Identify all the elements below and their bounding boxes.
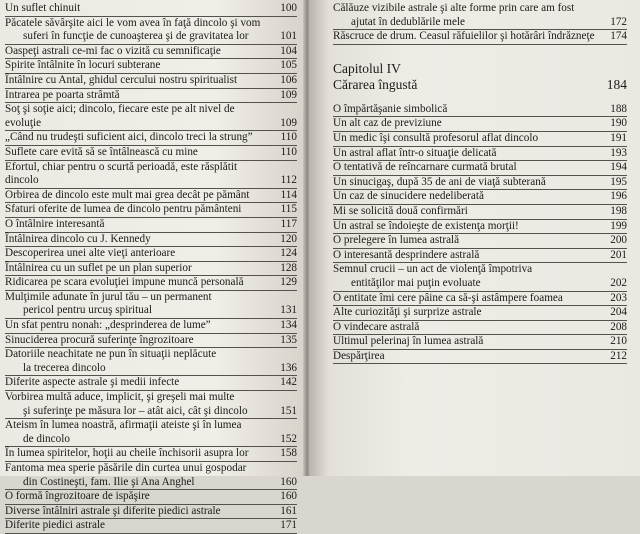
chapter-label: Capitolul IV xyxy=(333,60,401,76)
toc-entry-page: 198 xyxy=(610,204,627,217)
toc-entry-page: 142 xyxy=(280,376,297,389)
toc-entry-page: 200 xyxy=(610,234,627,247)
toc-entry-title: Diferite piedici astrale xyxy=(5,519,106,532)
toc-entry-title: Alte curiozităţi şi surprize astrale xyxy=(333,306,482,319)
toc-entry-page: 196 xyxy=(610,190,627,203)
toc-entry-title: la trecerea dincolo xyxy=(23,361,106,374)
toc-entry-page: 135 xyxy=(280,333,297,346)
right-toc xyxy=(333,2,627,364)
toc-entry-title: Despărţirea xyxy=(333,349,385,362)
toc-entry xyxy=(333,103,627,118)
toc-entry-page: 128 xyxy=(280,261,297,274)
toc-entry-title: Soţ şi soţie aici; dincolo, fiecare este pe alt nivel de evoluţie xyxy=(5,103,235,129)
toc-entry-page: 104 xyxy=(280,44,297,57)
toc-entry-title: Un alt caz de previziune xyxy=(333,117,442,130)
toc-entry-title: Diferite aspecte astrale şi medii infecte xyxy=(5,376,180,389)
toc-entry-page: 193 xyxy=(610,146,627,159)
toc-entry xyxy=(333,263,627,291)
toc-entry-page: 110 xyxy=(280,131,297,144)
toc-entry xyxy=(5,490,297,505)
toc-entry xyxy=(5,391,297,419)
toc-entry-title: Călăuze vizibile astrale şi alte forme prin care am fost xyxy=(333,2,575,14)
toc-entry-page: 115 xyxy=(280,203,297,216)
toc-entry-page: 210 xyxy=(610,335,627,348)
toc-entry-title: Un suflet chinuit xyxy=(5,2,81,14)
toc-entry-title: O prelegere în lumea astrală xyxy=(333,234,460,247)
toc-entry-title: şi suferinţe pe măsura lor – atât aici, cât şi dincolo xyxy=(23,404,248,417)
toc-entry-page: 124 xyxy=(280,247,297,260)
toc-entry xyxy=(333,205,627,220)
toc-entry-page: 100 xyxy=(280,2,297,14)
toc-entry-title: Fantoma mea sperie păsările din curtea unui gospodar xyxy=(5,462,247,474)
toc-entry-title: Mi se solicită două confirmări xyxy=(333,204,468,217)
toc-entry-title: Descoperirea unei alte vieţi anterioare xyxy=(5,247,176,260)
toc-entry xyxy=(333,2,627,30)
toc-entry-title: ajutat în dedublările mele xyxy=(351,15,466,28)
toc-entry-title: Un astral aflat într-o situaţie delicată xyxy=(333,146,497,159)
toc-entry-page: 158 xyxy=(280,447,297,460)
toc-entry-page: 131 xyxy=(280,304,297,317)
toc-entry-page: 194 xyxy=(610,161,627,174)
toc-entry-page: 161 xyxy=(280,504,297,517)
toc-entry-title: Mulţimile adunate în jurul tău – un permanent xyxy=(5,290,212,303)
toc-entry-page: 195 xyxy=(610,175,627,188)
toc-entry xyxy=(5,203,297,218)
toc-entry-page: 171 xyxy=(280,519,297,532)
toc-entry-title: Oaspeţi astrali ce-mi fac o vizită cu semnificaţie xyxy=(5,44,221,57)
toc-entry xyxy=(333,234,627,249)
toc-entry xyxy=(333,249,627,264)
toc-entry xyxy=(333,117,627,132)
toc-entry-page: 190 xyxy=(610,117,627,130)
toc-entry-title: pericol pentru urcuş spiritual xyxy=(23,304,152,317)
toc-entry-title: Orbirea de dincolo este mult mai grea decât pe pământ xyxy=(5,188,250,201)
toc-entry-title: O interesantă desprindere astrală xyxy=(333,248,480,261)
chapter-page: 184 xyxy=(606,76,627,92)
toc-entry-title: În lumea spiritelor, hoţii au cheile închisorii asupra lor xyxy=(5,447,249,460)
toc-entry-title: Efortul, chiar pentru o scurtă perioadă, este răsplătit dincolo xyxy=(5,160,238,187)
toc-entry-title: de dincolo xyxy=(23,432,70,445)
toc-entry-page: 101 xyxy=(280,30,297,43)
toc-entry-page: 106 xyxy=(280,73,297,86)
toc-entry xyxy=(333,132,627,147)
toc-entry-page: 120 xyxy=(280,232,297,245)
toc-entry-title: Ultimul pelerinaj în lumea astrală xyxy=(333,335,484,348)
toc-entry-page: 114 xyxy=(280,188,297,201)
toc-entry xyxy=(5,462,297,490)
toc-entry xyxy=(5,89,297,104)
toc-entry xyxy=(333,350,627,365)
toc-entry-page: 203 xyxy=(610,291,627,304)
toc-entry-title: Sfaturi oferite de lumea de dincolo pentru pământeni xyxy=(5,203,242,216)
toc-entry xyxy=(333,30,627,45)
toc-entry-title: Diverse întâlniri astrale şi diferite piedici astrale xyxy=(5,504,221,517)
toc-entry-title: Suflete care evită să se întâlnească cu mine xyxy=(5,145,198,158)
toc-entry-title: „Când nu trudeşti suficient aici, dincolo treci la strung” xyxy=(5,131,253,144)
toc-entry-page: 212 xyxy=(610,349,627,362)
toc-entry-title: Un caz de sinucidere nedeliberată xyxy=(333,190,484,203)
toc-entry-page: 160 xyxy=(280,490,297,503)
toc-entry-title: suferi în funcţie de cunoaşterea şi de gravitatea lor xyxy=(23,30,249,43)
toc-entry xyxy=(5,74,297,89)
chapter-title: Cărarea îngustă xyxy=(333,76,418,92)
toc-entry-title: O vindecare astrală xyxy=(333,320,420,333)
left-page xyxy=(0,0,305,532)
toc-entry-title: Ateism în lumea noastră, afirmaţii ateiste şi în lumea xyxy=(5,419,242,432)
toc-entry-page: 117 xyxy=(280,217,297,230)
toc-entry-title: Ridicarea pe scara evoluţiei impune muncă personală xyxy=(5,276,244,289)
right-page xyxy=(309,0,640,476)
toc-entry-page: 204 xyxy=(610,306,627,319)
toc-entry xyxy=(333,292,627,307)
toc-entry xyxy=(333,321,627,336)
toc-entry-title: O tentativă de reîncarnare curmată brutal xyxy=(333,161,517,174)
toc-entry xyxy=(333,306,627,321)
toc-entry xyxy=(5,348,297,376)
toc-entry-title: Un sinucigaş, după 35 de ani de viaţă subterană xyxy=(333,175,546,188)
toc-entry xyxy=(5,262,297,277)
toc-entry-title: Spirite întâlnite în locuri subterane xyxy=(5,59,161,72)
toc-entry-page: 110 xyxy=(280,145,297,158)
toc-entry-title: O întâlnire interesantă xyxy=(5,217,105,230)
toc-entry-page: 129 xyxy=(280,276,297,289)
toc-entry xyxy=(5,319,297,334)
toc-entry-page: 201 xyxy=(610,248,627,261)
toc-entry xyxy=(5,146,297,161)
toc-entry-title: entităţilor mai puţin evoluate xyxy=(351,276,481,289)
toc-entry-title: Datoriile neachitate ne pun în situaţii neplăcute xyxy=(5,348,217,361)
toc-entry xyxy=(5,276,297,291)
toc-entry-title: Un astral se îndoieşte de existenţa morţii! xyxy=(333,219,519,232)
chapter-heading xyxy=(333,61,627,93)
toc-entry xyxy=(333,147,627,162)
toc-entry xyxy=(333,220,627,235)
toc-entry-title: Întâlnire cu Antal, ghidul cercului nostru spiritualist xyxy=(5,73,238,86)
toc-entry xyxy=(333,176,627,191)
toc-entry xyxy=(5,447,297,462)
toc-entry-page: 199 xyxy=(610,219,627,232)
toc-entry-page: 202 xyxy=(610,276,627,289)
toc-entry xyxy=(5,59,297,74)
toc-entry-page: 151 xyxy=(280,404,297,417)
toc-entry xyxy=(5,233,297,248)
toc-entry xyxy=(333,161,627,176)
toc-entry xyxy=(5,103,297,131)
toc-entry xyxy=(333,190,627,205)
toc-entry xyxy=(5,17,297,45)
toc-entry-page: 174 xyxy=(610,30,627,43)
toc-entry-page: 136 xyxy=(280,361,297,374)
toc-entry-page: 188 xyxy=(610,102,627,115)
toc-entry-title: O împărtăşanie simbolică xyxy=(333,102,448,115)
toc-entry xyxy=(5,376,297,391)
toc-entry xyxy=(5,419,297,447)
toc-entry xyxy=(5,247,297,262)
toc-entry-title: din Costineşti, fam. Ilie şi Ana Anghel xyxy=(23,475,195,488)
toc-entry-title: Un sfat pentru nonah: „desprinderea de lume” xyxy=(5,319,211,332)
toc-entry-page: 152 xyxy=(280,432,297,445)
toc-entry-title: O formă îngrozitoare de ispăşire xyxy=(5,490,150,503)
toc-entry-title: Întâlnirea dincolo cu J. Kennedy xyxy=(5,232,151,245)
toc-entry-page: 109 xyxy=(280,88,297,101)
toc-entry xyxy=(5,45,297,60)
toc-entry xyxy=(5,334,297,349)
toc-entry xyxy=(5,189,297,204)
toc-entry-page: 134 xyxy=(280,319,297,332)
toc-entry-page: 105 xyxy=(280,59,297,72)
toc-entry xyxy=(5,218,297,233)
toc-entry xyxy=(5,131,297,146)
toc-entry-title: Un medic îşi consultă profesorul aflat dincolo xyxy=(333,131,539,144)
toc-entry-page: 112 xyxy=(280,174,297,187)
toc-entry-title: Păcatele săvârşite aici le vom avea în faţă dincolo şi vom xyxy=(5,16,261,29)
left-toc xyxy=(5,2,297,534)
toc-entry-page: 208 xyxy=(610,320,627,333)
toc-entry-page: 160 xyxy=(280,475,297,488)
toc-entry-title: Vorbirea multă aduce, implicit, şi greşeli mai multe xyxy=(5,391,235,404)
toc-entry-title: Răscruce de drum. Ceasul răfuielilor şi hotărâri îndrăzneţe xyxy=(333,30,595,43)
toc-entry-title: Întâlnirea cu un suflet pe un plan superior xyxy=(5,261,192,274)
toc-entry xyxy=(5,291,297,319)
toc-entry xyxy=(333,335,627,350)
toc-entry xyxy=(5,2,297,17)
toc-entry xyxy=(5,519,297,534)
toc-entry-page: 109 xyxy=(280,116,297,129)
toc-entry-page: 172 xyxy=(610,15,627,28)
toc-entry-title: Intrarea pe poarta strâmtă xyxy=(5,88,120,101)
right-toc-top xyxy=(333,2,627,45)
toc-entry-title: Semnul crucii – un act de violenţă împotriva xyxy=(333,263,533,276)
right-toc-list xyxy=(333,103,627,365)
toc-entry-title: Sinuciderea procură suferinţe îngrozitoare xyxy=(5,333,194,346)
toc-entry xyxy=(5,505,297,520)
toc-entry-title: O entitate îmi cere pâine ca să-şi astâmpere foamea xyxy=(333,291,563,304)
toc-entry-page: 191 xyxy=(610,131,627,144)
toc-entry xyxy=(5,161,297,189)
